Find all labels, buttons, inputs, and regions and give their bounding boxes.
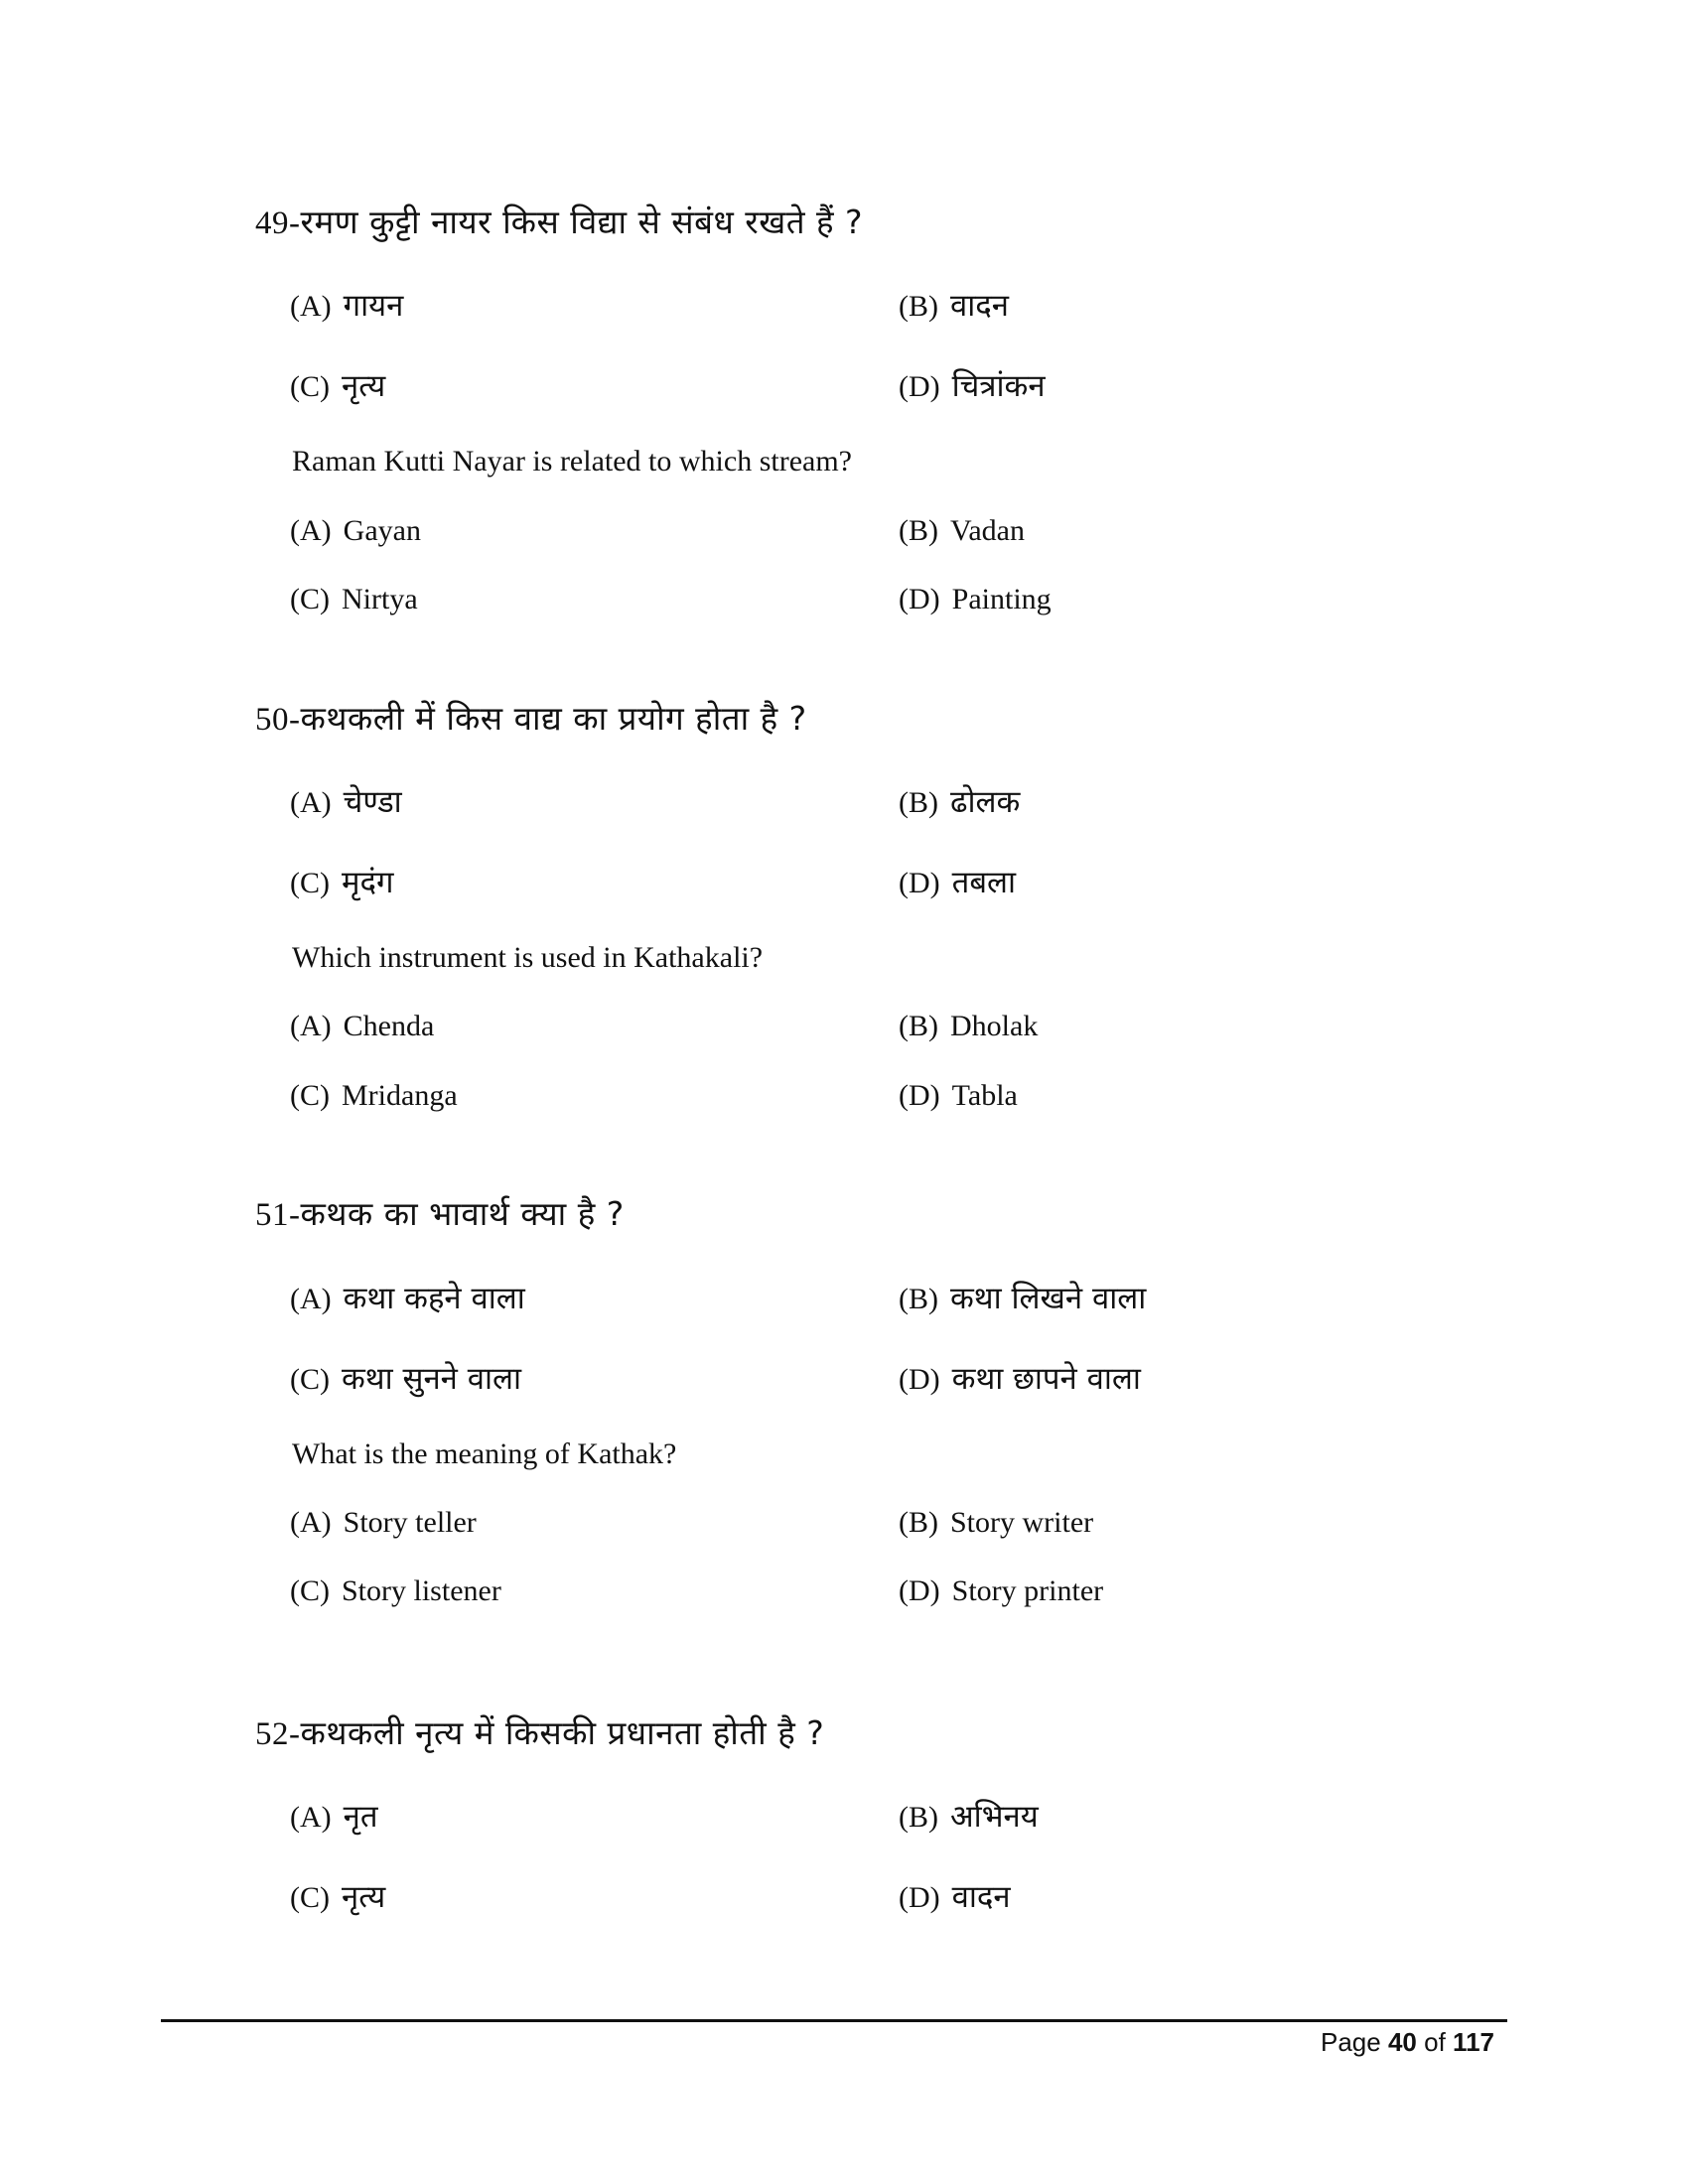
q49-hindi-option-c: (C) नृत्य bbox=[290, 368, 386, 404]
q50-english-option-b: (B) Dholak bbox=[899, 1010, 1039, 1042]
q50-hindi-option-b: (B) ढोलक bbox=[899, 784, 1021, 820]
page-number: Page 40 of 117 bbox=[1321, 2027, 1494, 2057]
q49-hindi-option-b: (B) वादन bbox=[899, 288, 1009, 324]
q49-hindi-option-d: (D) चित्रांकन bbox=[899, 368, 1046, 404]
q52-hindi-option-a: (A) नृत bbox=[290, 1799, 378, 1835]
q50-english-option-c: (C) Mridanga bbox=[290, 1079, 458, 1112]
question-50-hindi bbox=[255, 695, 807, 740]
question-51-english: What is the meaning of Kathak? bbox=[292, 1437, 677, 1470]
question-text: कथकली नृत्य में किसकी प्रधानता होती है ? bbox=[300, 1713, 825, 1752]
q52-hindi-option-b: (B) अभिनय bbox=[899, 1799, 1039, 1835]
q51-hindi-option-b: (B) कथा लिखने वाला bbox=[899, 1281, 1147, 1316]
q49-english-option-b: (B) Vadan bbox=[899, 514, 1025, 547]
question-number: 49- bbox=[255, 205, 301, 241]
question-number: 52- bbox=[255, 1716, 301, 1752]
question-text: रमण कुट्टी नायर किस विद्या से संबंध रखते हैं ? bbox=[300, 203, 864, 241]
question-49-hindi bbox=[255, 199, 863, 243]
q51-hindi-option-c: (C) कथा सुनने वाला bbox=[290, 1361, 522, 1397]
q51-hindi-option-d: (D) कथा छापने वाला bbox=[899, 1361, 1141, 1397]
q50-hindi-option-c: (C) मृदंग bbox=[290, 865, 394, 900]
q51-english-option-c: (C) Story listener bbox=[290, 1574, 501, 1607]
question-50-english: Which instrument is used in Kathakali? bbox=[292, 941, 764, 974]
q51-english-option-d: (D) Story printer bbox=[899, 1574, 1104, 1607]
q51-english-option-a: (A) Story teller bbox=[290, 1506, 477, 1539]
q50-english-option-d: (D) Tabla bbox=[899, 1079, 1018, 1112]
q50-hindi-option-a: (A) चेण्डा bbox=[290, 784, 402, 820]
question-number: 51- bbox=[255, 1197, 301, 1233]
question-text: कथकली में किस वाद्य का प्रयोग होता है ? bbox=[300, 699, 807, 738]
q51-english-option-b: (B) Story writer bbox=[899, 1506, 1094, 1539]
q51-hindi-option-a: (A) कथा कहने वाला bbox=[290, 1281, 525, 1316]
question-51-hindi bbox=[255, 1190, 625, 1235]
question-text: कथक का भावार्थ क्या है ? bbox=[300, 1194, 625, 1233]
footer-divider bbox=[161, 2019, 1507, 2022]
q50-hindi-option-d: (D) तबला bbox=[899, 865, 1017, 900]
q49-english-option-a: (A) Gayan bbox=[290, 514, 421, 547]
q50-english-option-a: (A) Chenda bbox=[290, 1010, 435, 1042]
q49-english-option-d: (D) Painting bbox=[899, 583, 1052, 615]
q52-hindi-option-c: (C) नृत्य bbox=[290, 1879, 386, 1915]
q49-english-option-c: (C) Nirtya bbox=[290, 583, 418, 615]
q49-hindi-option-a: (A) गायन bbox=[290, 288, 404, 324]
question-52-hindi bbox=[255, 1709, 824, 1754]
question-49-english: Raman Kutti Nayar is related to which stream? bbox=[292, 445, 852, 478]
q52-hindi-option-d: (D) वादन bbox=[899, 1879, 1011, 1915]
question-number: 50- bbox=[255, 702, 301, 738]
